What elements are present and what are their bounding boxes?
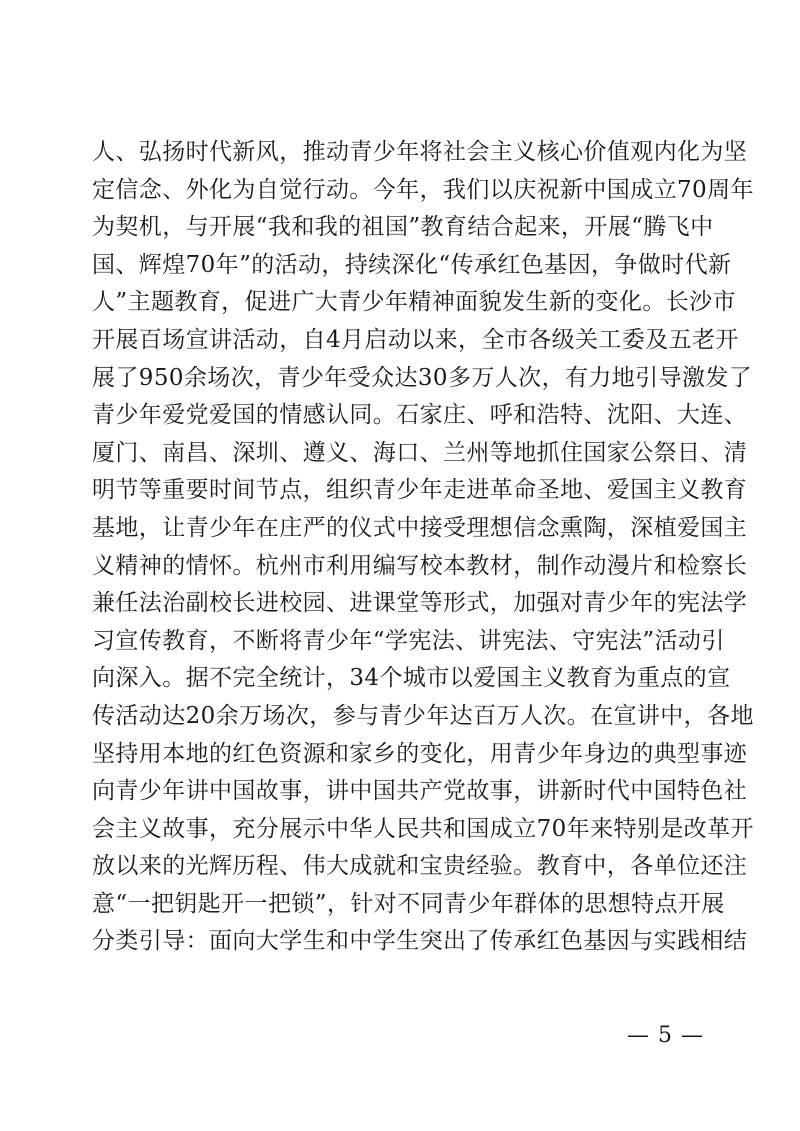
text-line: 厦门、南昌、深圳、遵义、海口、兰州等地抓住国家公祭日、清 xyxy=(92,439,748,466)
text-line: 基地，让青少年在庄严的仪式中接受理想信念熏陶，深植爱国主 xyxy=(92,514,748,541)
text-line: 分类引导：面向大学生和中学生突出了传承红色基因与实践相结 xyxy=(92,928,748,955)
text-line: 意“一把钥匙开一把锁”，针对不同青少年群体的思想特点开展 xyxy=(92,890,725,917)
text-line: 国、辉煌70年”的活动，持续深化“传承红色基因，争做时代新 xyxy=(92,251,732,278)
text-line: 传活动达20余万场次，参与青少年达百万人次。在宣讲中，各地 xyxy=(92,702,754,729)
text-line: 明节等重要时间节点，组织青少年走进革命圣地、爱国主义教育 xyxy=(92,477,748,504)
text-line: 兼任法治副校长进校园、进课堂等形式，加强对青少年的宪法学 xyxy=(92,590,748,617)
text-line: 人、弘扬时代新风，推动青少年将社会主义核心价值观内化为坚 xyxy=(92,139,748,165)
text-line: 青少年爱党爱国的情感认同。石家庄、呼和浩特、沈阳、大连、 xyxy=(92,402,748,429)
text-line: 定信念、外化为自觉行动。今年，我们以庆祝新中国成立70周年 xyxy=(92,176,754,203)
text-line: 向青少年讲中国故事，讲中国共产党故事，讲新时代中国特色社 xyxy=(92,778,748,805)
text-line: 坚持用本地的红色资源和家乡的变化，用青少年身边的典型事迹 xyxy=(92,740,748,767)
body-paragraph xyxy=(92,134,754,961)
text-line: 人”主题教育，促进广大青少年精神面貌发生新的变化。长沙市 xyxy=(92,289,736,316)
text-line: 义精神的情怀。杭州市利用编写校本教材，制作动漫片和检察长 xyxy=(92,552,748,579)
text-line: 放以来的光辉历程、伟大成就和宝贵经验。教育中，各单位还注 xyxy=(92,853,748,880)
page-number: — 5 — xyxy=(627,1023,704,1048)
text-line: 会主义故事，充分展示中华人民共和国成立70年来特别是改革开 xyxy=(92,815,754,842)
text-line: 向深入。据不完全统计，34个城市以爱国主义教育为重点的宣 xyxy=(92,665,731,692)
text-line: 习宣传教育，不断将青少年“学宪法、讲宪法、守宪法”活动引 xyxy=(92,627,725,654)
text-line: 为契机，与开展“我和我的祖国”教育结合起来，开展“腾飞中 xyxy=(92,214,714,241)
text-line: 展了950余场次，青少年受众达30多万人次，有力地引导激发了 xyxy=(92,364,753,391)
text-line: 开展百场宣讲活动，自4月启动以来，全市各级关工委及五老开 xyxy=(92,326,739,353)
